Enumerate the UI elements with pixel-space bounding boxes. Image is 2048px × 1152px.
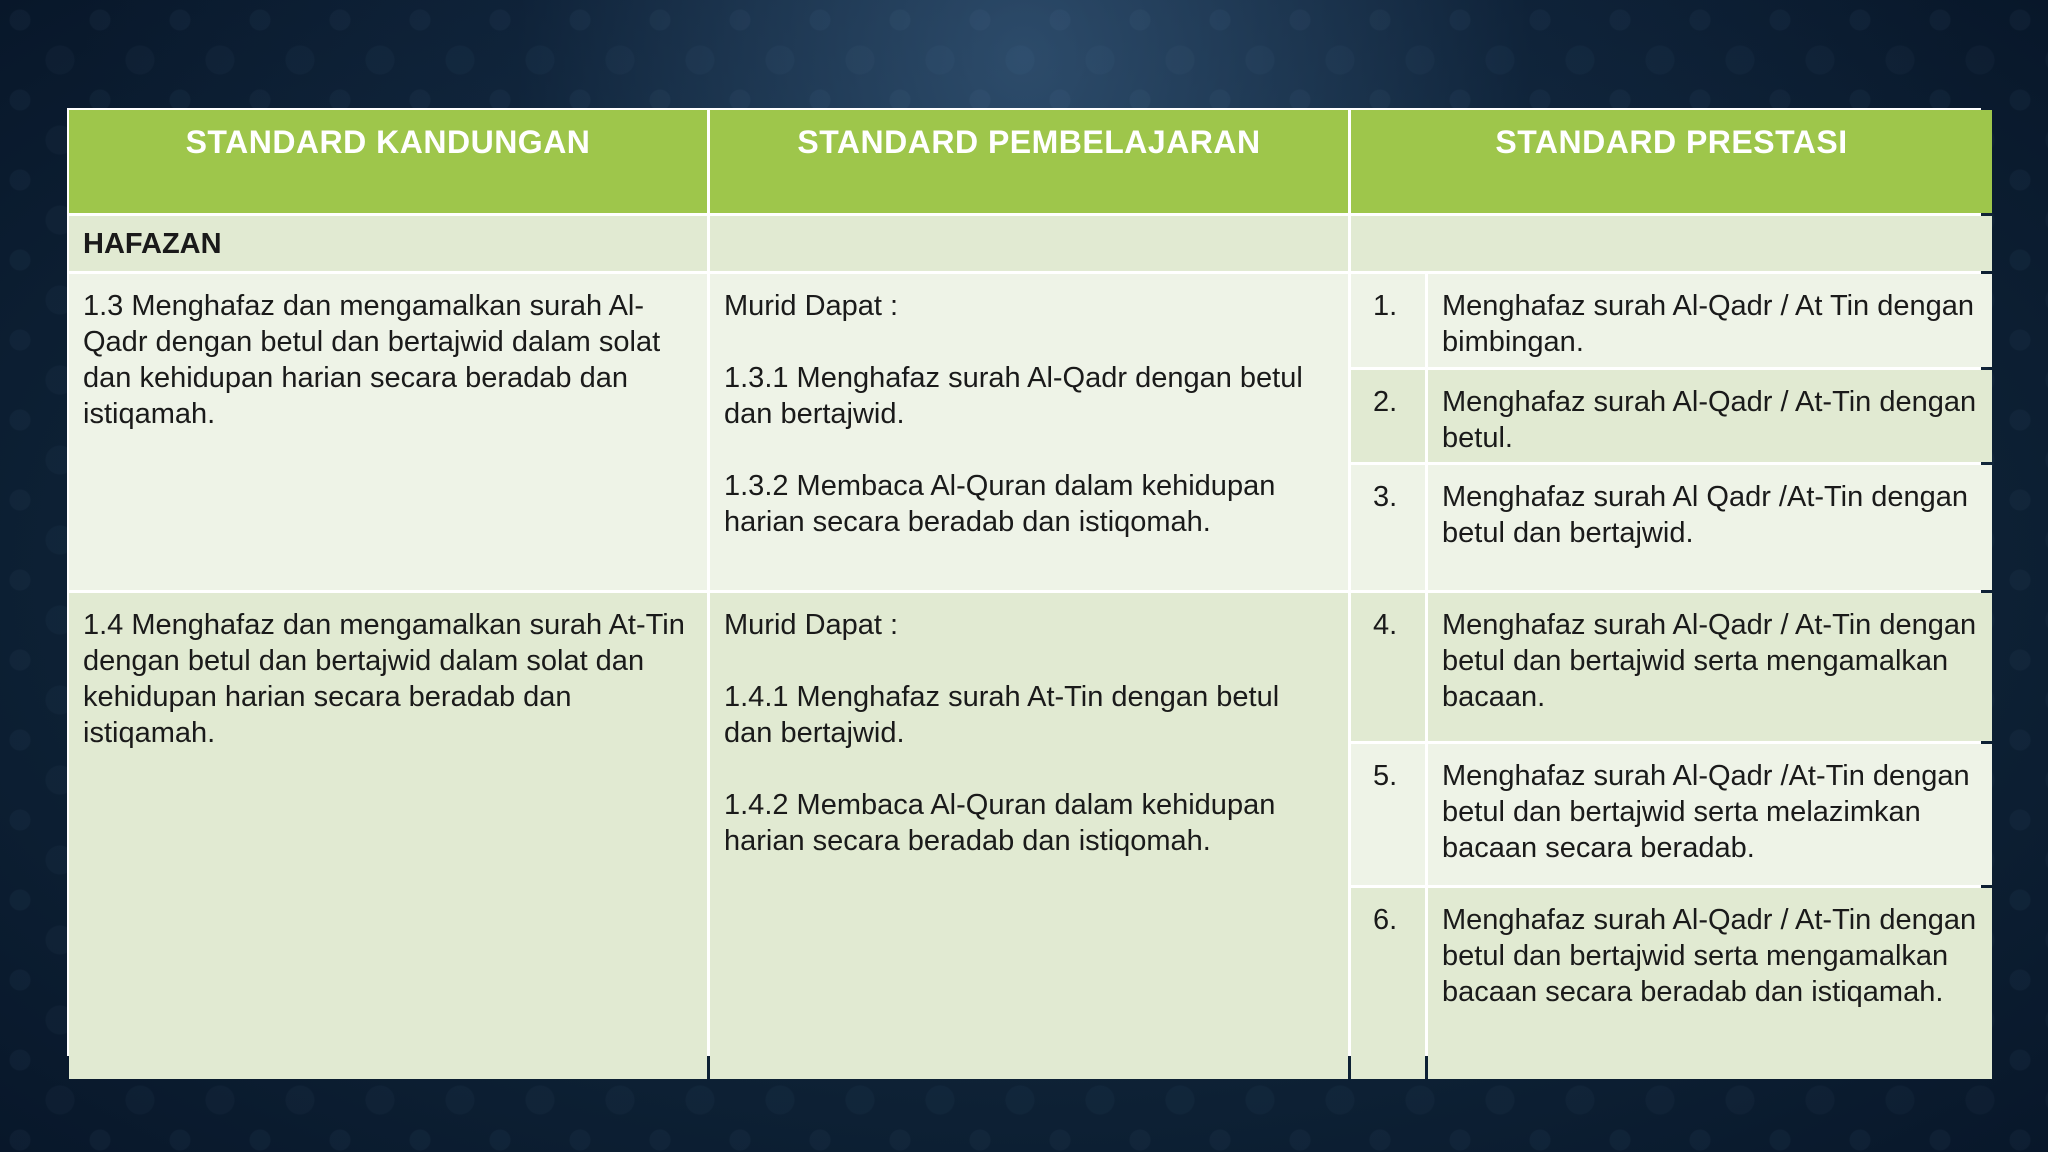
kandungan-1-3: 1.3 Menghafaz dan mengamalkan surah Al-Qadr dengan betul dan bertajwid dalam solat dan kehidupan harian secara beradab dan istiqamah. bbox=[69, 274, 707, 590]
prestasi-number-3: 3. bbox=[1351, 465, 1425, 590]
prestasi-text-5: Menghafaz surah Al-Qadr /At-Tin dengan betul dan bertajwid serta melazimkan bacaan secara beradab. bbox=[1428, 744, 1992, 885]
prestasi-text-1: Menghafaz surah Al-Qadr / At Tin dengan bimbingan. bbox=[1428, 274, 1992, 367]
section-label-hafazan: HAFAZAN bbox=[69, 216, 707, 271]
prestasi-number-5: 5. bbox=[1351, 744, 1425, 885]
pembelajaran-item-1-3-2: 1.3.2 Membaca Al-Quran dalam kehidupan harian secara beradab dan istiqomah. bbox=[724, 470, 1276, 538]
header-standard-prestasi: STANDARD PRESTASI bbox=[1351, 110, 1992, 213]
prestasi-text-3: Menghafaz surah Al Qadr /At-Tin dengan betul dan bertajwid. bbox=[1428, 465, 1992, 590]
kandungan-1-4: 1.4 Menghafaz dan mengamalkan surah At-Tin dengan betul dan bertajwid dalam solat dan kehidupan harian secara beradab dan istiqamah. bbox=[69, 593, 707, 1079]
section-empty-cell bbox=[710, 216, 1348, 271]
pembelajaran-item-1-3-1: 1.3.1 Menghafaz surah Al-Qadr dengan betul dan bertajwid. bbox=[724, 362, 1303, 430]
standards-table bbox=[67, 108, 1981, 1056]
header-standard-pembelajaran: STANDARD PEMBELAJARAN bbox=[710, 110, 1348, 213]
pembelajaran-1-3 bbox=[710, 274, 1348, 590]
section-empty-cell bbox=[1351, 216, 1992, 271]
prestasi-text-2: Menghafaz surah Al-Qadr / At-Tin dengan betul. bbox=[1428, 370, 1992, 462]
pembelajaran-1-4 bbox=[710, 593, 1348, 1079]
header-standard-kandungan: STANDARD KANDUNGAN bbox=[69, 110, 707, 213]
pembelajaran-item-1-4-2: 1.4.2 Membaca Al-Quran dalam kehidupan harian secara beradab dan istiqomah. bbox=[724, 789, 1276, 857]
prestasi-number-6: 6. bbox=[1351, 888, 1425, 1079]
prestasi-text-4: Menghafaz surah Al-Qadr / At-Tin dengan betul dan bertajwid serta mengamalkan bacaan. bbox=[1428, 593, 1992, 741]
pembelajaran-intro: Murid Dapat : bbox=[724, 290, 899, 322]
prestasi-number-4: 4. bbox=[1351, 593, 1425, 741]
prestasi-text-6: Menghafaz surah Al-Qadr / At-Tin dengan betul dan bertajwid serta mengamalkan bacaan secara beradab dan istiqamah. bbox=[1428, 888, 1992, 1079]
prestasi-number-2: 2. bbox=[1351, 370, 1425, 462]
prestasi-number-1: 1. bbox=[1351, 274, 1425, 367]
pembelajaran-intro: Murid Dapat : bbox=[724, 609, 899, 641]
pembelajaran-item-1-4-1: 1.4.1 Menghafaz surah At-Tin dengan betul dan bertajwid. bbox=[724, 681, 1280, 749]
